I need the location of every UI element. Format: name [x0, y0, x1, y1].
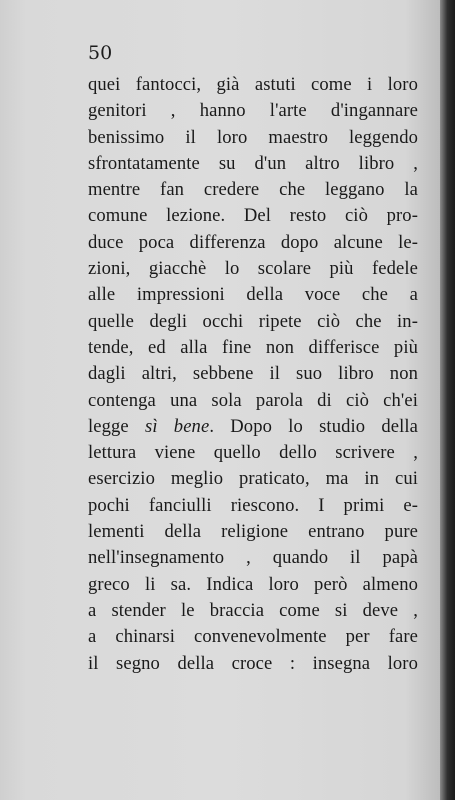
page-number: 50: [88, 42, 113, 64]
italic-phrase: sì bene: [144, 415, 210, 437]
page-edge-shadow: [440, 0, 455, 800]
text-line: mentre fan credere che leggano la: [88, 179, 418, 201]
text-segment: . Dopo lo studio della: [209, 415, 418, 437]
text-line: pochi fanciulli riescono. I primi e-: [88, 494, 418, 516]
text-line: comune lezione. Del resto ciò pro-: [88, 205, 418, 227]
text-line: lettura viene quello dello scrivere ,: [88, 442, 418, 464]
text-line: dagli altri, sebbene il suo libro non: [88, 363, 418, 385]
body-text: [88, 72, 418, 677]
text-line: a stender le braccia come si deve ,: [88, 599, 418, 621]
text-line: greco li sa. Indica loro però almeno: [88, 573, 418, 595]
text-line: benissimo il loro maestro leggendo: [88, 126, 418, 148]
text-line: contenga una sola parola di ciò ch'ei: [88, 389, 418, 411]
text-line: il segno della croce : insegna loro: [88, 652, 418, 674]
text-line: alle impressioni della voce che a: [88, 284, 418, 306]
text-line: sfrontatamente su d'un altro libro ,: [88, 152, 418, 174]
text-line: nell'insegnamento , quando il papà: [88, 547, 418, 569]
text-line-with-italic: [88, 414, 418, 440]
text-line: tende, ed alla fine non differisce più: [88, 336, 418, 358]
text-segment: legge: [88, 415, 145, 437]
text-line: genitori , hanno l'arte d'ingannare: [88, 100, 418, 122]
text-line: zioni, giacchè lo scolare più fedele: [88, 258, 418, 280]
text-line: a chinarsi convenevolmente per fare: [88, 626, 418, 648]
text-line: lementi della religione entrano pure: [88, 521, 418, 543]
text-line: quei fantocci, già astuti come i loro: [88, 74, 418, 95]
text-line: esercizio meglio praticato, ma in cui: [88, 468, 418, 490]
text-line: duce poca differenza dopo alcune le-: [88, 231, 418, 253]
text-line: quelle degli occhi ripete ciò che in-: [88, 310, 418, 332]
